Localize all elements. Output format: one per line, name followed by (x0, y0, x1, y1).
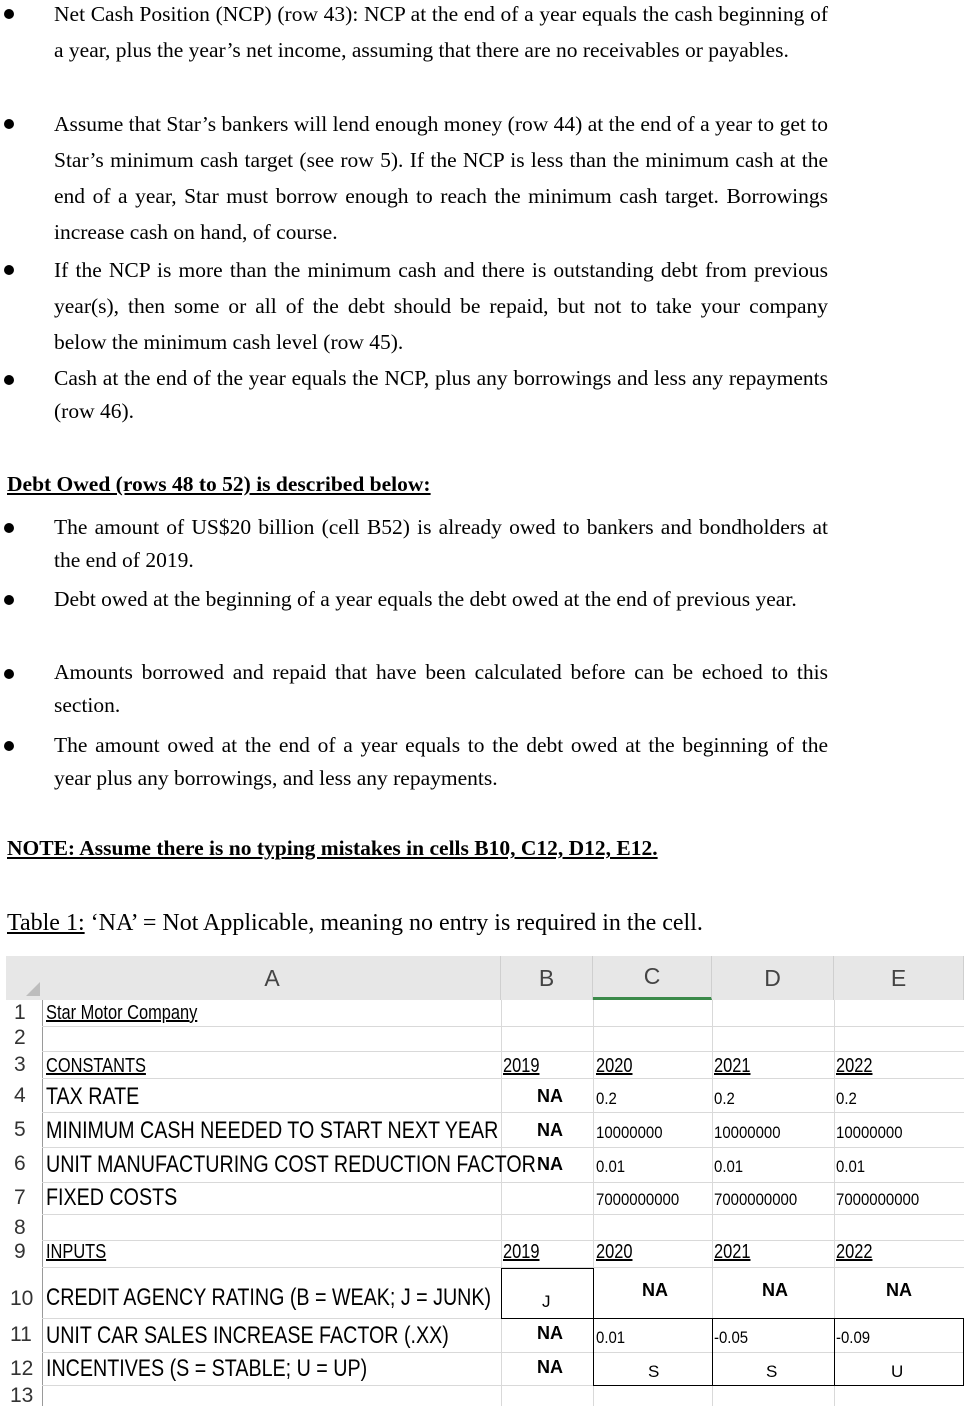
cell-c5[interactable]: 10000000 (596, 1123, 663, 1142)
cell-c10[interactable]: NA (642, 1280, 668, 1300)
row-header[interactable]: 12 (10, 1357, 34, 1380)
bullet-debt-existing: The amount of US$20 billion (cell B52) is already owed to bankers and bondholders at the end of 2019. (54, 515, 828, 572)
bullet-debt-end: The amount owed at the end of a year equals to the debt owed at the beginning of the year plus any borrowings, and less any repayments. (54, 733, 828, 790)
cell-a9-inputs[interactable]: INPUTS (46, 1241, 107, 1263)
bullet-borrowing: Assume that Star’s bankers will lend enough money (row 44) at the end of a year to get to Star’s minimum cash target (see row 5). If the NCP is less than the minimum cash at the end of a year, Star must borrow enough to reach the minimum cash target. Borrowings increase cash on hand, of course. (54, 112, 828, 244)
cell-a10-credit-rating[interactable]: CREDIT AGENCY RATING (B = WEAK; J = JUNK) (46, 1284, 492, 1311)
input-box-b10 (501, 1268, 594, 1319)
cell-c4[interactable]: 0.2 (596, 1089, 617, 1108)
column-header-a[interactable]: A (44, 956, 501, 1000)
row-header[interactable]: 4 (14, 1084, 26, 1107)
cell-e7[interactable]: 7000000000 (836, 1190, 920, 1209)
column-header-b[interactable]: B (501, 956, 593, 1000)
cell-e12[interactable]: U (891, 1362, 904, 1381)
cell-d9-year[interactable]: 2021 (714, 1241, 751, 1263)
bullet-dot (4, 669, 14, 679)
cell-b11[interactable]: NA (537, 1323, 563, 1343)
row-header[interactable]: 10 (10, 1287, 34, 1310)
cell-b3-year[interactable]: 2019 (503, 1055, 540, 1077)
row-header[interactable]: 1 (14, 1001, 26, 1024)
cell-d11[interactable]: -0.05 (714, 1328, 749, 1347)
bullet-debt-echo: Amounts borrowed and repaid that have been calculated before can be echoed to this section. (54, 660, 828, 717)
column-header-d[interactable]: D (712, 956, 834, 1000)
bullet-dot (4, 265, 14, 275)
table-caption-text: ‘NA’ = Not Applicable, meaning no entry is required in the cell. (84, 910, 703, 936)
bullet-ncp: Net Cash Position (NCP) (row 43): NCP at the end of a year equals the cash beginning of a year, plus the year’s net income, assuming that there are no receivables or payables. (54, 2, 828, 62)
cell-e3-year[interactable]: 2022 (836, 1055, 873, 1077)
row-header[interactable]: 9 (14, 1240, 26, 1263)
cell-a1-title[interactable]: Star Motor Company (46, 1002, 198, 1024)
cell-a11-sales-factor[interactable]: UNIT CAR SALES INCREASE FACTOR (.XX) (46, 1322, 449, 1349)
bullet-repayment: If the NCP is more than the minimum cash and there is outstanding debt from previous year(s), then some or all of the debt should be repaid, but not to take your company below the minimum cash level (row 45). (54, 258, 828, 354)
cell-d5[interactable]: 10000000 (714, 1123, 781, 1142)
bullet-cash-end: Cash at the end of the year equals the NCP, plus any borrowings and less any repayments (row 46). (54, 366, 828, 423)
row-header[interactable]: 2 (14, 1026, 26, 1049)
table-caption (7, 910, 703, 937)
row-header[interactable]: 5 (14, 1118, 26, 1141)
cell-d10[interactable]: NA (762, 1280, 788, 1300)
cell-e11[interactable]: -0.09 (836, 1328, 871, 1347)
cell-a7-fixed-costs[interactable]: FIXED COSTS (46, 1184, 178, 1211)
cell-c11[interactable]: 0.01 (596, 1328, 626, 1347)
cell-d12[interactable]: S (766, 1362, 778, 1381)
column-header-c[interactable]: C (593, 956, 712, 1000)
cell-b12[interactable]: NA (537, 1357, 563, 1377)
cell-a12-incentives[interactable]: INCENTIVES (S = STABLE; U = UP) (46, 1355, 368, 1382)
note-text: NOTE: Assume there is no typing mistakes in cells B10, C12, D12, E12. (7, 836, 658, 860)
row-header[interactable]: 3 (14, 1053, 26, 1076)
input-box-c11-e12 (593, 1318, 964, 1386)
cell-a4-tax-rate[interactable]: TAX RATE (46, 1083, 140, 1110)
bullet-dot (4, 9, 14, 19)
debt-owed-heading: Debt Owed (rows 48 to 52) is described below: (7, 472, 431, 496)
cell-a6-cost-factor[interactable]: UNIT MANUFACTURING COST REDUCTION FACTOR (46, 1151, 536, 1178)
cell-d4[interactable]: 0.2 (714, 1089, 735, 1108)
bullet-dot (4, 595, 14, 605)
row-header[interactable]: 11 (10, 1323, 32, 1346)
cell-e6[interactable]: 0.01 (836, 1157, 866, 1176)
cell-e9-year[interactable]: 2022 (836, 1241, 873, 1263)
cell-d3-year[interactable]: 2021 (714, 1055, 751, 1077)
bullet-dot (4, 523, 14, 533)
cell-b9-year[interactable]: 2019 (503, 1241, 540, 1263)
row-header[interactable]: 7 (14, 1186, 26, 1209)
cell-c7[interactable]: 7000000000 (596, 1190, 680, 1209)
bullet-dot (4, 119, 14, 129)
cell-b4[interactable]: NA (537, 1086, 563, 1106)
bullet-dot (4, 741, 14, 751)
cell-b6[interactable]: NA (537, 1154, 563, 1174)
table-caption-label: Table 1: (7, 910, 85, 936)
bullet-dot (4, 375, 14, 385)
cell-c3-year[interactable]: 2020 (596, 1055, 633, 1077)
row-header[interactable]: 6 (14, 1152, 26, 1175)
cell-b10[interactable]: J (542, 1292, 551, 1311)
cell-d6[interactable]: 0.01 (714, 1157, 744, 1176)
cell-a3-constants[interactable]: CONSTANTS (46, 1055, 146, 1077)
cell-a5-min-cash[interactable]: MINIMUM CASH NEEDED TO START NEXT YEAR (46, 1117, 499, 1144)
cell-c9-year[interactable]: 2020 (596, 1241, 633, 1263)
cell-c12[interactable]: S (648, 1362, 660, 1381)
cell-e4[interactable]: 0.2 (836, 1089, 857, 1108)
cell-d7[interactable]: 7000000000 (714, 1190, 798, 1209)
column-header-e[interactable]: E (834, 956, 964, 1000)
row-header[interactable]: 13 (10, 1384, 34, 1406)
cell-e10[interactable]: NA (886, 1280, 912, 1300)
cell-e5[interactable]: 10000000 (836, 1123, 903, 1142)
cell-c6[interactable]: 0.01 (596, 1157, 626, 1176)
select-all-corner[interactable] (6, 956, 45, 1000)
bullet-debt-beginning: Debt owed at the beginning of a year equals the debt owed at the end of previous year. (54, 587, 797, 611)
spreadsheet (6, 956, 964, 1406)
cell-b5[interactable]: NA (537, 1120, 563, 1140)
row-header[interactable]: 8 (14, 1216, 26, 1239)
